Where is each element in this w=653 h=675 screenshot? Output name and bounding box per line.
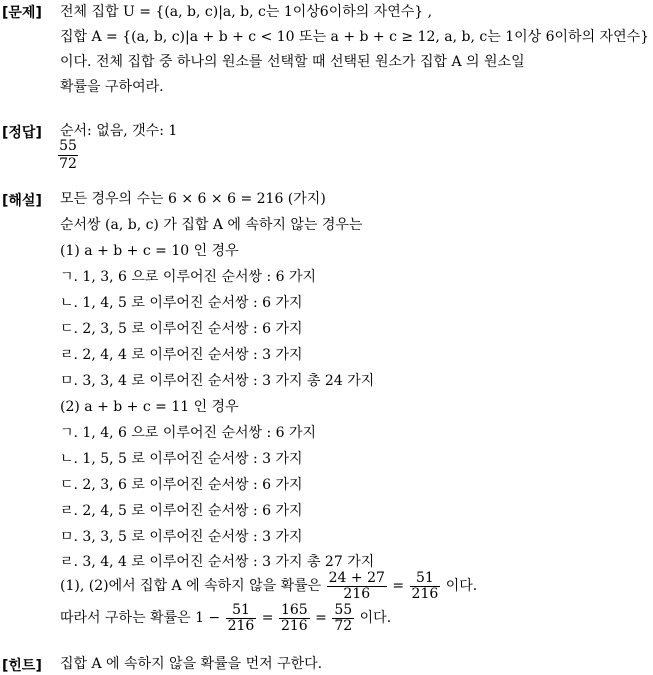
explanation-line-16: [60, 569, 477, 603]
line16-fraction-1: [327, 571, 387, 602]
explanation-line-15: ㄹ. 3, 4, 4 로 이루어진 순서쌍 : 3 가지 총 27 가지: [60, 554, 375, 570]
explanation-line-3: (1) a + b + c = 10 인 경우: [60, 243, 239, 259]
line16-fraction-2: [410, 571, 441, 602]
line16-suffix: 이다.: [445, 578, 478, 594]
line16-fraction-1-den: 216: [343, 585, 371, 602]
problem-label: [문제]: [2, 5, 42, 21]
explanation-label: [해설]: [2, 193, 42, 209]
explanation-line-7: ㄹ. 2, 4, 4 로 이루어진 순서쌍 : 3 가지: [60, 347, 303, 363]
line17-fraction-2: [279, 603, 310, 634]
explanation-line-1: 모든 경우의 수는 6 × 6 × 6 = 216 (가지): [60, 191, 326, 207]
line17-equals-1: =: [261, 610, 274, 626]
line17-fraction-1: [226, 603, 257, 634]
line16-fraction-2-num: 51: [410, 571, 441, 587]
line17-fraction-2-num: 165: [280, 601, 308, 618]
line17-fraction-1-den: 216: [227, 617, 255, 634]
explanation-line-8: ㅁ. 3, 3, 4 로 이루어진 순서쌍 : 3 가지 총 24 가지: [60, 373, 375, 389]
problem-line-2: 집합 A = {(a, b, c)|a + b + c < 10 또는 a + b + c ≥ 12, a, b, c는 1이상 6이하의 자연수}: [60, 29, 650, 45]
problem-line-4: 확률을 구하여라.: [60, 79, 164, 95]
line16-fraction-1-num: 24 + 27: [328, 569, 385, 586]
line17-fraction-1-num: 51: [226, 603, 257, 619]
hint-label: [힌트]: [2, 658, 42, 674]
answer-meta: 순서: 없음, 갯수: 1: [60, 123, 178, 139]
explanation-line-12: ㄷ. 2, 3, 6 로 이루어진 순서쌍 : 6 가지: [60, 477, 303, 493]
explanation-line-5: ㄴ. 1, 4, 5 로 이루어진 순서쌍 : 6 가지: [60, 295, 303, 311]
explanation-line-17: [60, 601, 391, 635]
line16-prefix: (1), (2)에서 집합 A 에 속하지 않을 확률은: [60, 578, 322, 594]
problem-line-3: 이다. 전체 집합 중 하나의 원소를 선택할 때 선택된 원소가 집합 A 의 원소일: [60, 54, 525, 70]
line17-fraction-3-num: 55: [334, 601, 353, 618]
line17-prefix: 따라서 구하는 확률은 1 −: [60, 610, 221, 626]
line16-equals: =: [392, 578, 405, 594]
explanation-line-13: ㄹ. 2, 4, 5 로 이루어진 순서쌍 : 6 가지: [60, 503, 303, 519]
explanation-line-9: (2) a + b + c = 11 인 경우: [60, 399, 239, 415]
answer-fraction: [58, 138, 78, 173]
answer-label: [정답]: [2, 125, 42, 141]
explanation-line-11: ㄴ. 1, 5, 5 로 이루어진 순서쌍 : 3 가지: [60, 451, 303, 467]
explanation-line-10: ㄱ. 1, 4, 6 으로 이루어진 순서쌍 : 6 가지: [60, 425, 317, 441]
explanation-line-14: ㅁ. 3, 3, 5 로 이루어진 순서쌍 : 3 가지: [60, 529, 303, 545]
line17-equals-2: =: [315, 610, 327, 626]
line17-fraction-3: [332, 603, 354, 634]
explanation-line-2: 순서쌍 (a, b, c) 가 집합 A 에 속하지 않는 경우는: [60, 217, 363, 233]
explanation-line-6: ㄷ. 2, 3, 5 로 이루어진 순서쌍 : 6 가지: [60, 321, 303, 337]
answer-denominator: 72: [59, 156, 77, 172]
line17-suffix: 이다.: [359, 610, 392, 626]
line17-fraction-2-den: 216: [280, 617, 308, 634]
answer-numerator: 55: [59, 138, 77, 154]
problem-line-1: 전체 집합 U = {(a, b, c)|a, b, c는 1이상6이하의 자연수} ,: [60, 4, 433, 20]
line17-fraction-3-den: 72: [334, 617, 353, 634]
hint-text: 집합 A 에 속하지 않을 확률을 먼저 구한다.: [60, 656, 323, 672]
line16-fraction-2-den: 216: [411, 585, 439, 602]
explanation-line-4: ㄱ. 1, 3, 6 으로 이루어진 순서쌍 : 6 가지: [60, 269, 317, 285]
